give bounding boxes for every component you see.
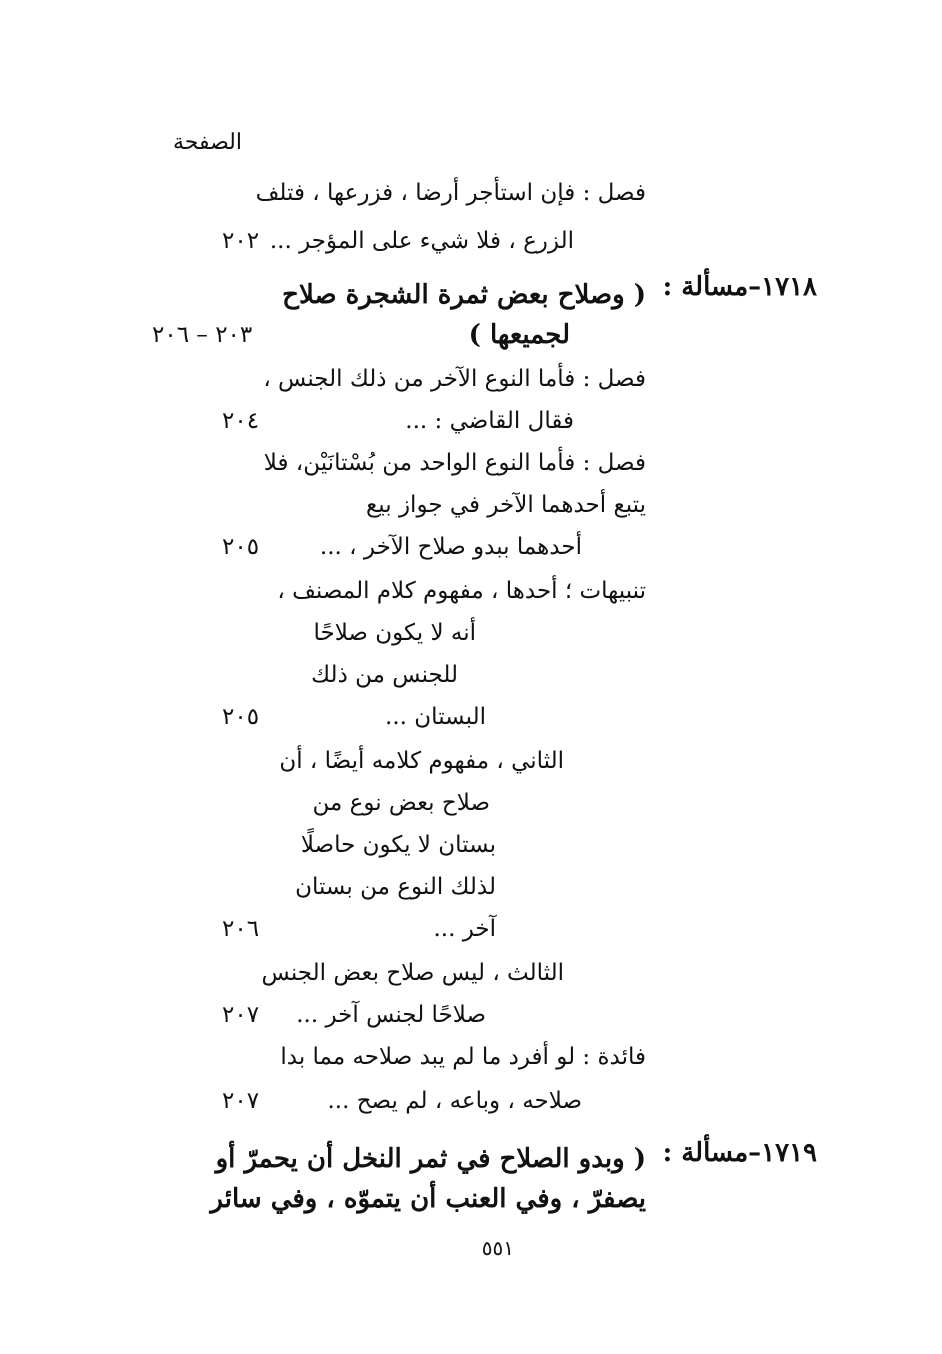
page-reference: ٢٠٣ – ٢٠٦ <box>152 322 253 348</box>
issue-heading: لجميعها ) <box>468 320 570 350</box>
page-number: ٥٥١ <box>481 1236 514 1260</box>
index-line: تنبيهات ؛ أحدها ، مفهوم كلام المصنف ، <box>277 578 646 604</box>
issue-label: ١٧١٨–مسألة : <box>662 272 817 302</box>
page-reference: ٢٠٧ <box>222 1088 260 1114</box>
page-reference: ٢٠٢ <box>222 228 260 254</box>
index-line: صلاحه ، وباعه ، لم يصح ... <box>327 1088 582 1114</box>
index-line: البستان ... <box>385 704 486 730</box>
index-line: فصل : فإن استأجر أرضا ، فزرعها ، فتلف <box>255 180 646 206</box>
issue-heading: ( وصلاح بعض ثمرة الشجرة صلاح <box>282 280 646 310</box>
page-reference: ٢٠٦ <box>222 916 260 942</box>
page-reference: ٢٠٥ <box>222 534 260 560</box>
index-line: أنه لا يكون صلاحًا <box>313 620 476 646</box>
issue-label: ١٧١٩–مسألة : <box>662 1138 817 1168</box>
index-line: فقال القاضي : ... <box>405 408 574 434</box>
index-line: الثالث ، ليس صلاح بعض الجنس <box>261 960 564 986</box>
index-line: آخر ... <box>433 916 496 942</box>
issue-heading: ( وبدو الصلاح في ثمر النخل أن يحمرّ أو <box>215 1144 646 1174</box>
page-reference: ٢٠٤ <box>222 408 260 434</box>
index-line: الثاني ، مفهوم كلامه أيضًا ، أن <box>279 748 564 774</box>
index-line: فصل : فأما النوع الواحد من بُسْتانَيْن، فلا <box>263 450 646 476</box>
issue-heading: يصفرّ ، وفي العنب أن يتموّه ، وفي سائر <box>210 1184 646 1214</box>
index-line: صلاح بعض نوع من <box>312 790 490 816</box>
index-line: يتبع أحدهما الآخر في جواز بيع <box>366 492 646 518</box>
index-line: للجنس من ذلك <box>311 662 458 688</box>
index-line: أحدهما ببدو صلاح الآخر ، ... <box>319 534 582 560</box>
index-line: الزرع ، فلا شيء على المؤجر ... <box>269 228 574 254</box>
page-column-header: الصفحة <box>172 130 242 155</box>
index-line: لذلك النوع من بستان <box>295 874 496 900</box>
page-reference: ٢٠٧ <box>222 1002 260 1028</box>
index-line: فائدة : لو أفرد ما لم يبد صلاحه مما بدا <box>280 1044 646 1070</box>
page-reference: ٢٠٥ <box>222 704 260 730</box>
index-line: صلاحًا لجنس آخر ... <box>296 1002 486 1028</box>
index-line: فصل : فأما النوع الآخر من ذلك الجنس ، <box>263 366 646 392</box>
index-line: بستان لا يكون حاصلًا <box>300 832 496 858</box>
